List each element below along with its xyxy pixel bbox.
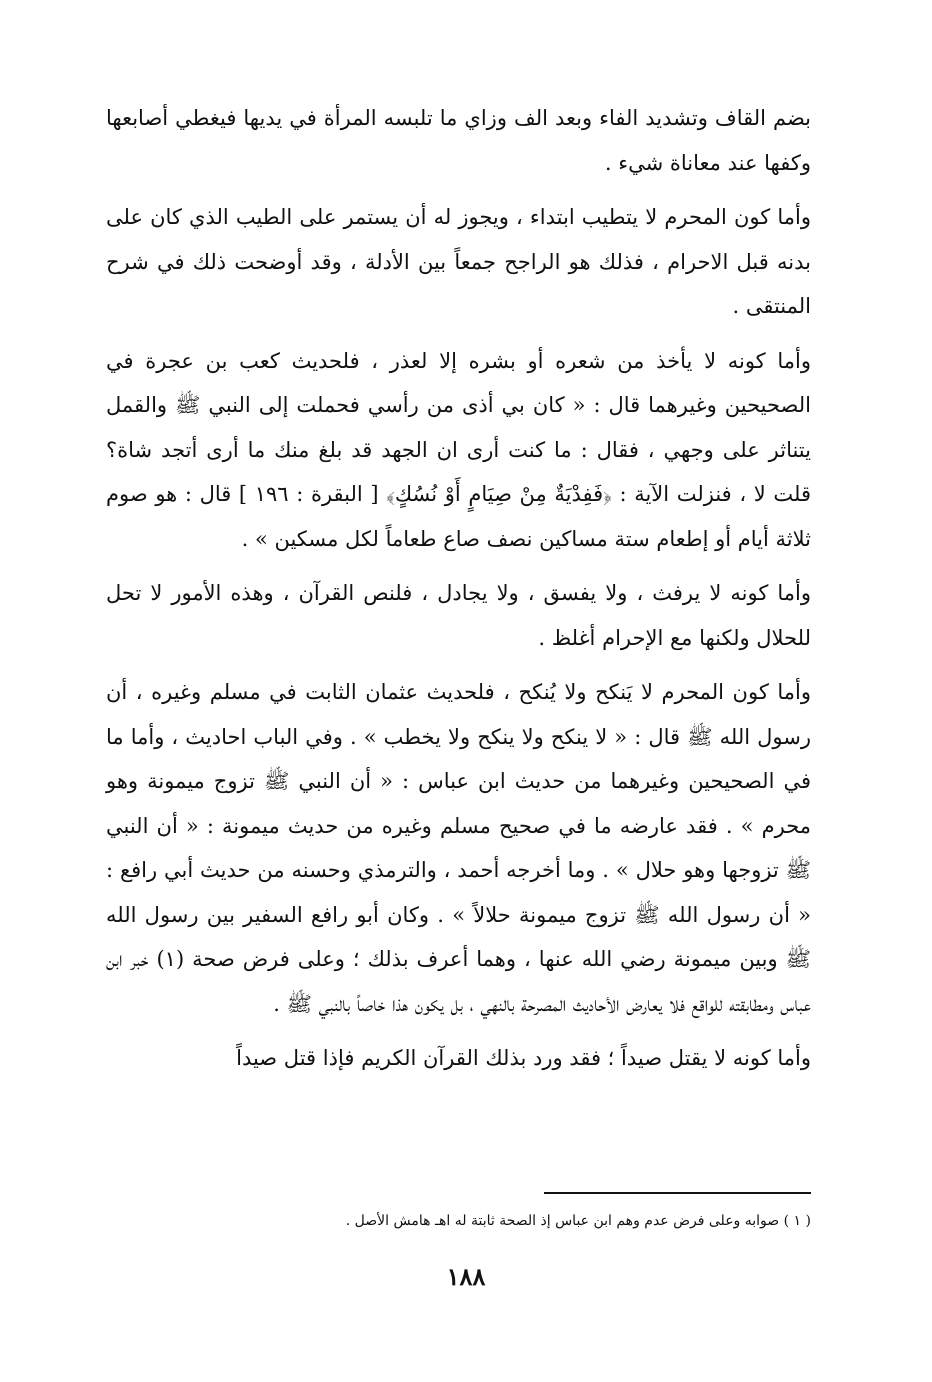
paragraph: وأما كونه لا يأخذ من شعره أو بشره إلا لعذر ، فلحديث كعب بن عجرة في الصحيحين وغيرهما قال : « كان بي أذى من رأسي فحملت إلى النبي ﷺ والقمل يتناثر على وجهي ، فقال : ما كنت أرى ان الجهد قد بلغ منك ما أرى أتجد شاة؟ قلت لا ، فنزلت الآية : ﴿فَفِدْيَةٌ مِنْ صِيَامٍ أَوْ نُسُكٍ﴾ [ البقرة : ١٩٦ ] قال : هو صوم ثلاثة أيام أو إطعام ستة مساكين نصف صاع طعاماً لكل مسكين » . (106, 348, 811, 551)
footnote-divider (544, 1192, 811, 1194)
paragraph: بضم القاف وتشديد الفاء وبعد الف وزاي ما تلبسه المرأة في يديها فيغطي أصابعها وكفها عند معاناة شيء . (106, 106, 811, 175)
page-number: ١٨٨ (446, 1262, 486, 1291)
paragraph: وأما كونه لا يقتل صيداً ؛ فقد ورد بذلك القرآن الكريم فإذا قتل صيداً (236, 1046, 811, 1070)
main-text (106, 96, 811, 1091)
paragraph: وأما كون المحرم لا يَنكح ولا يُنكح ، فلحديث عثمان الثابت في مسلم وغيره ، أن رسول الله ﷺ قال : « لا ينكح ولا ينكح ولا يخطب » . وفي الباب احاديث ، وأما ما في الصحيحين وغيرهما من حديث ابن عباس : « أن النبي ﷺ تزوج ميمونة وهو محرم » . فقد عارضه ما في صحيح مسلم وغيره من حديث ميمونة : « أن النبي ﷺ تزوجها وهو حلال » . وما أخرجه أحمد ، والترمذي وحسنه من حديث أبي رافع : « أن رسول الله ﷺ تزوج ميمونة حلالاً » . وكان أبو رافع السفير بين رسول الله ﷺ وبين ميمونة رضي الله عنها ، وهما أعرف بذلك ؛ وعلى فرض صحة (١) خبر ابن عباس ومطابقته للواقع فلا يعارض الأحاديث المصرحة بالنهي ، بل يكون هذا خاصاً بالنبي ﷺ . (106, 680, 811, 1016)
paragraph: وأما كونه لا يرفث ، ولا يفسق ، ولا يجادل ، فلنص القرآن ، وهذه الأمور لا تحل للحلال ولكنها مع الإحرام أغلظ . (106, 581, 811, 650)
paragraph: وأما كون المحرم لا يتطيب ابتداء ، ويجوز له أن يستمر على الطيب الذي كان على بدنه قبل الاحرام ، فذلك هو الراجح جمعاً بين الأدلة ، وقد أوضحت ذلك في شرح المنتقى . (106, 205, 811, 318)
footnote: ( ١ ) صوابه وعلى فرض عدم وهم ابن عباس إذ الصحة ثابتة له اهـ هامش الأصل . (345, 1213, 811, 1229)
